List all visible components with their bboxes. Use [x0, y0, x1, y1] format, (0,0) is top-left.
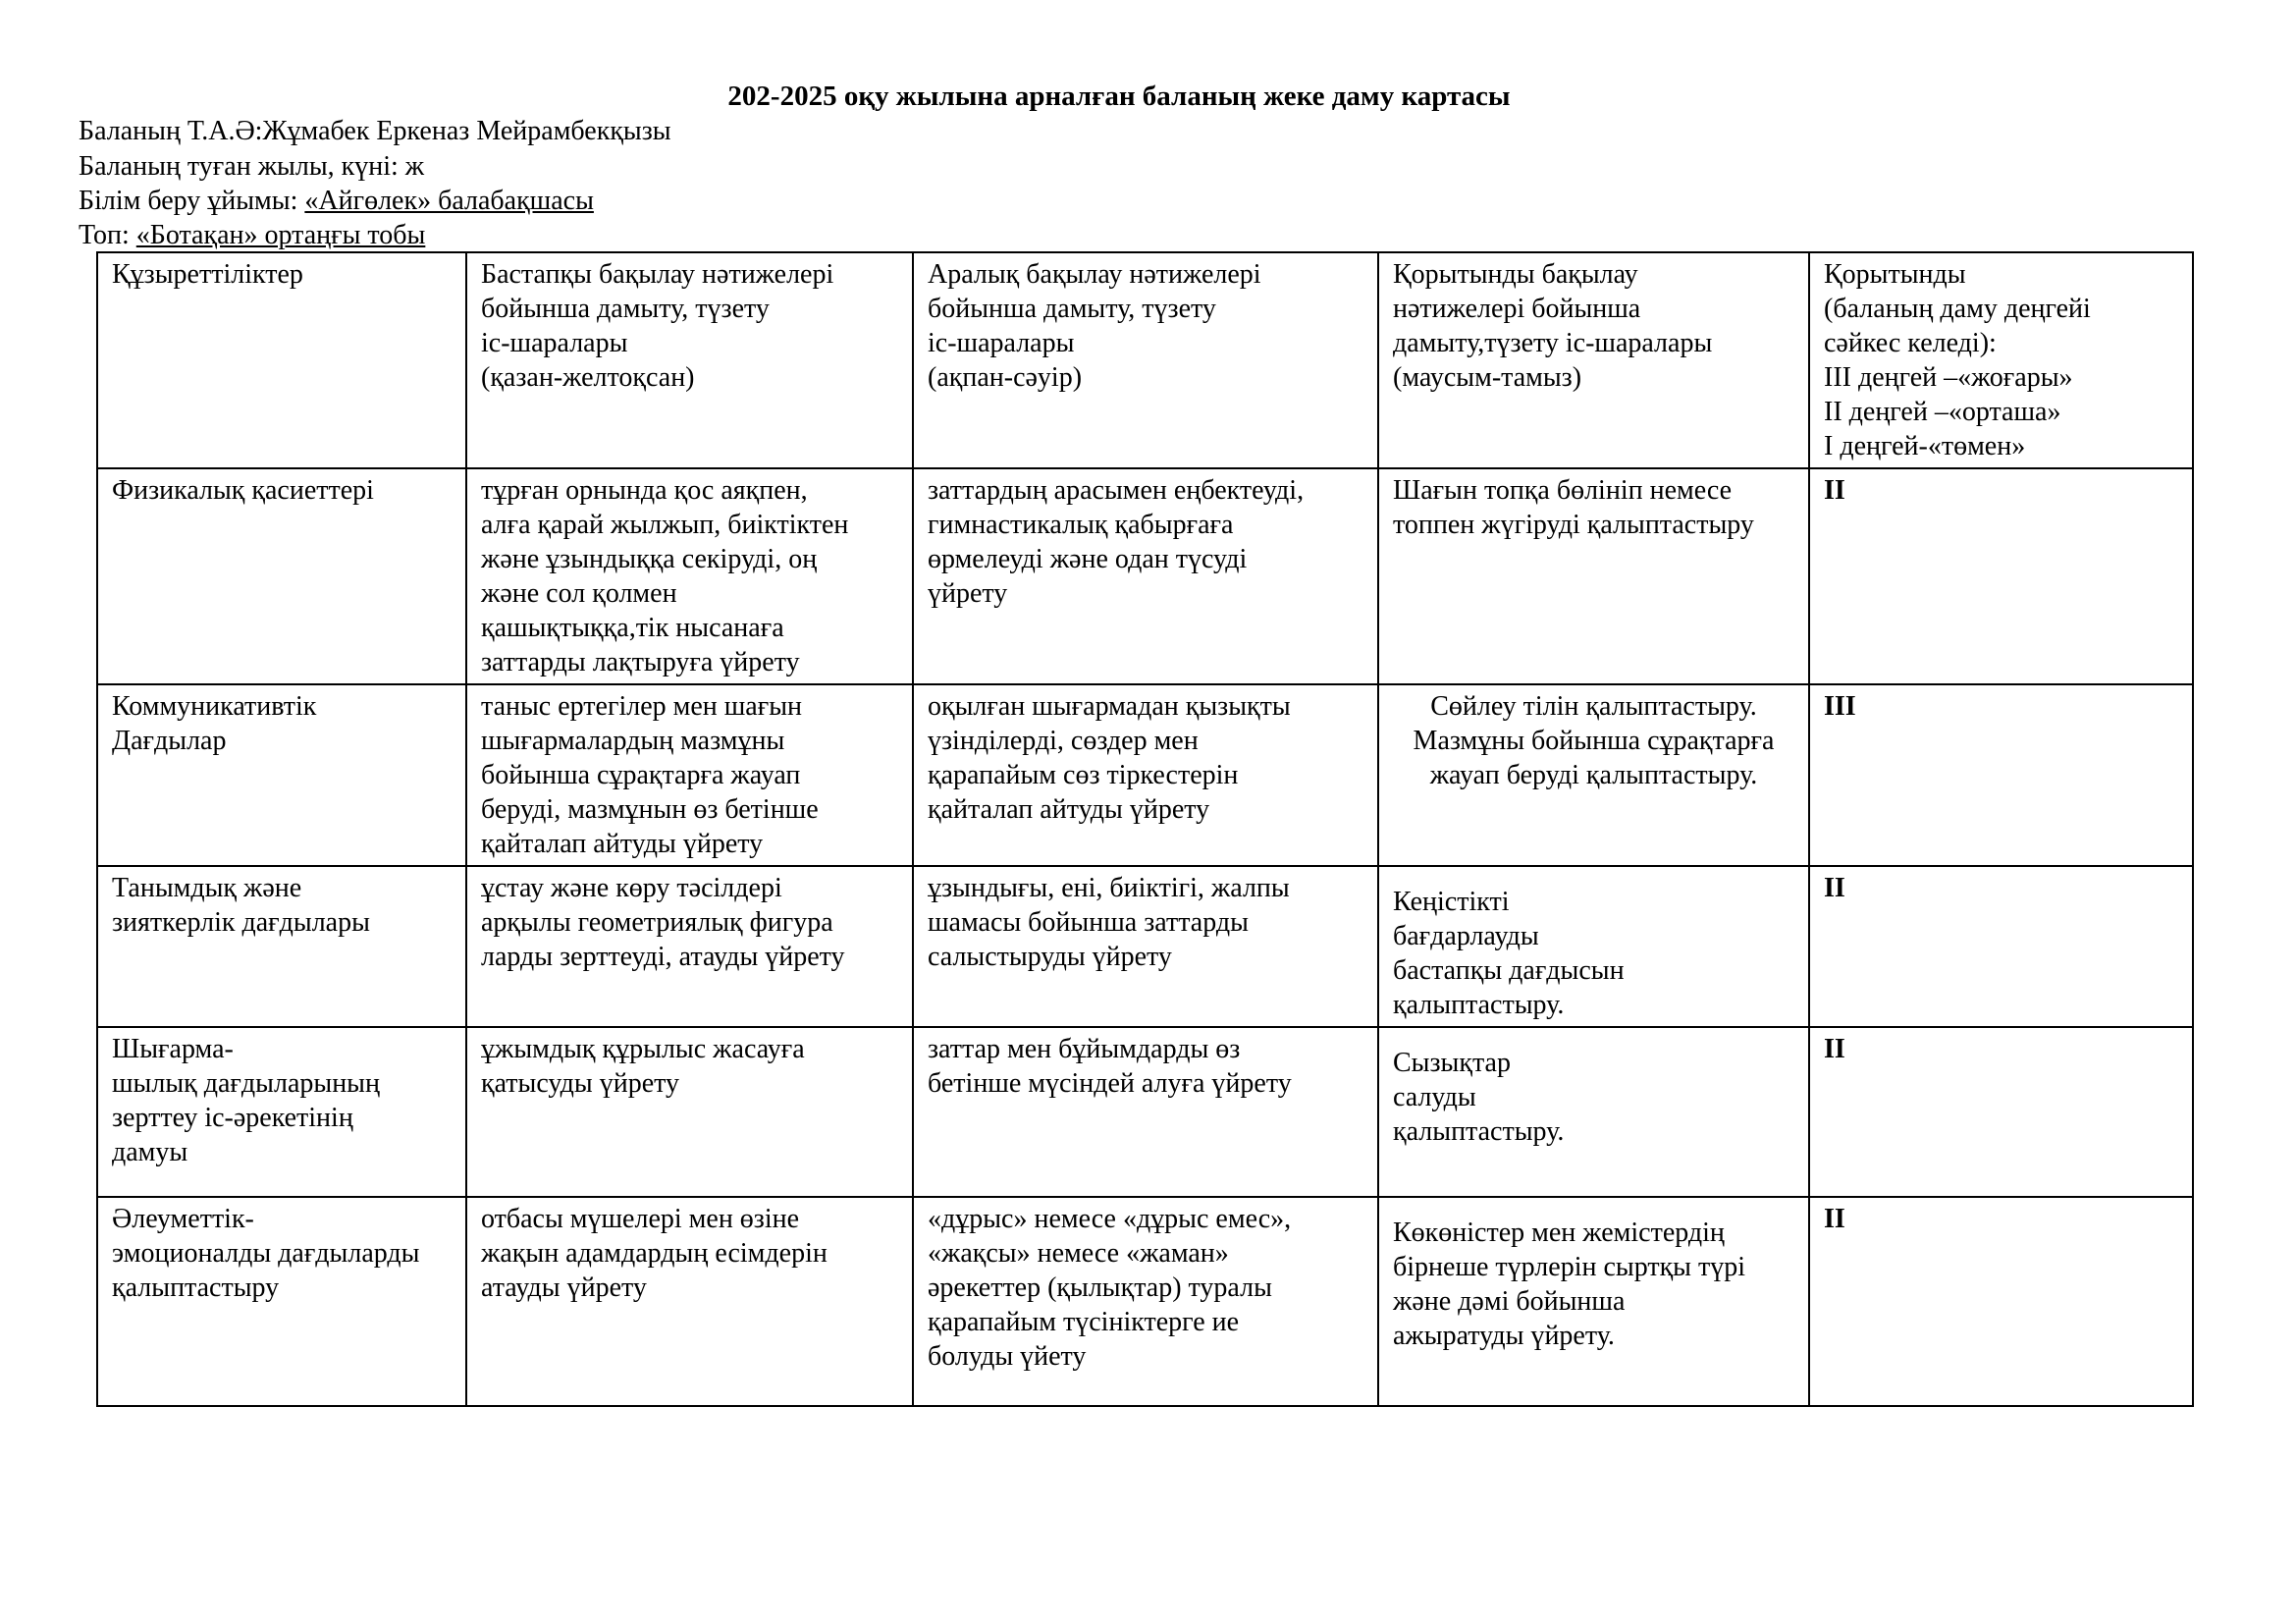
organization-label: Білім беру ұйымы: [79, 186, 305, 216]
intermediate-cell: оқылған шығармадан қызықты үзінділерді, сөздер мен қарапайым сөз тіркестерін қайталап айтуды үйрету [913, 684, 1378, 866]
level-cell: II [1809, 866, 2193, 1027]
initial-cell: ұстау және көру тәсілдері арқылы геометриялық фигура ларды зерттеуді, атауды үйрету [466, 866, 913, 1027]
final-cell: Сызықтар салуды қалыптастыру. [1378, 1027, 1809, 1197]
level-cell: III [1809, 684, 2193, 866]
group-line [79, 219, 425, 252]
competency-cell: Физикалық қасиеттері [97, 468, 466, 684]
competency-cell: Әлеуметтік- эмоционалды дағдыларды қалыптастыру [97, 1197, 466, 1406]
organization-line [79, 185, 594, 218]
final-cell: Сөйлеу тілін қалыптастыру. Мазмұны бойынша сұрақтарға жауап беруді қалыптастыру. [1378, 684, 1809, 866]
table-row [97, 468, 2193, 684]
intermediate-cell: ұзындығы, ені, биіктігі, жалпы шамасы бойынша заттарды салыстыруды үйрету [913, 866, 1378, 1027]
header-final-observation: Қорытынды бақылау нәтижелері бойынша дамыту,түзету іс-шаралары (маусым-тамыз) [1378, 252, 1809, 468]
table-row [97, 1197, 2193, 1406]
header-intermediate-observation: Аралық бақылау нәтижелері бойынша дамыту, түзету іс-шаралары (ақпан-сәуір) [913, 252, 1378, 468]
level-cell: II [1809, 1197, 2193, 1406]
initial-cell: отбасы мүшелері мен өзіне жақын адамдардың есімдерін атауды үйрету [466, 1197, 913, 1406]
header-conclusion: Қорытынды (баланың даму деңгейі сәйкес келеді): III деңгей –«жоғары» II деңгей –«орташа» I деңгей-«төмен» [1809, 252, 2193, 468]
group-value: «Ботақан» ортаңғы тобы [135, 220, 426, 250]
birth-date-line: Баланың туған жылы, күні: ж [79, 151, 425, 182]
table-row [97, 684, 2193, 866]
child-name-label: Баланың Т.А.Ә: [79, 116, 263, 146]
header-initial-observation: Бастапқы бақылау нәтижелері бойынша дамыту, түзету іс-шаралары (қазан-желтоқсан) [466, 252, 913, 468]
intermediate-cell: заттар мен бұйымдарды өз бетінше мүсіндей алуға үйрету [913, 1027, 1378, 1197]
organization-value: «Айгөлек» балабақшасы [304, 186, 594, 216]
initial-cell: ұжымдық құрылыс жасауға қатысуды үйрету [466, 1027, 913, 1197]
level-cell: II [1809, 468, 2193, 684]
header-competencies: Құзыреттіліктер [97, 252, 466, 468]
child-name-value: Жұмабек Еркеназ Мейрамбекқызы [262, 116, 671, 146]
child-name-line [79, 115, 671, 148]
level-cell: II [1809, 1027, 2193, 1197]
final-cell: Көкөністер мен жемістердің бірнеше түрлерін сыртқы түрі және дәмі бойынша ажыратуды үйрету. [1378, 1197, 1809, 1406]
competency-cell: Коммуникативтік Дағдылар [97, 684, 466, 866]
initial-cell: тұрған орнында қос аяқпен, алға қарай жылжып, биіктіктен және ұзындыққа секіруді, оң және сол қолмен қашықтыққа,тік нысанаға заттарды лақтыруға үйрету [466, 468, 913, 684]
table-row [97, 866, 2193, 1027]
initial-cell: таныс ертегілер мен шағын шығармалардың мазмұны бойынша сұрақтарға жауап беруді, мазмұнын өз бетінше қайталап айтуды үйрету [466, 684, 913, 866]
intermediate-cell: заттардың арасымен еңбектеуді, гимнастикалық қабырғаға өрмелеуді және одан түсуді үйрету [913, 468, 1378, 684]
final-cell: Шағын топқа бөлініп немесе топпен жүгіруді қалыптастыру [1378, 468, 1809, 684]
intermediate-cell: «дұрыс» немесе «дұрыс емес», «жақсы» немесе «жаман» әрекеттер (қылықтар) туралы қарапайым түсініктерге ие болуды үйету [913, 1197, 1378, 1406]
table-header-row [97, 252, 2193, 468]
table-row [97, 1027, 2193, 1197]
final-cell: Кеңістікті бағдарлауды бастапқы дағдысын қалыптастыру. [1378, 866, 1809, 1027]
group-label: Топ: [79, 220, 136, 250]
page-title: 202-2025 оқу жылына арналған баланың жеке даму картасы [727, 81, 1511, 112]
competency-cell: Танымдық және зияткерлік дағдылары [97, 866, 466, 1027]
development-card-table [96, 251, 2194, 1407]
competency-cell: Шығарма- шылық дағдыларының зерттеу іс-әрекетінің дамуы [97, 1027, 466, 1197]
